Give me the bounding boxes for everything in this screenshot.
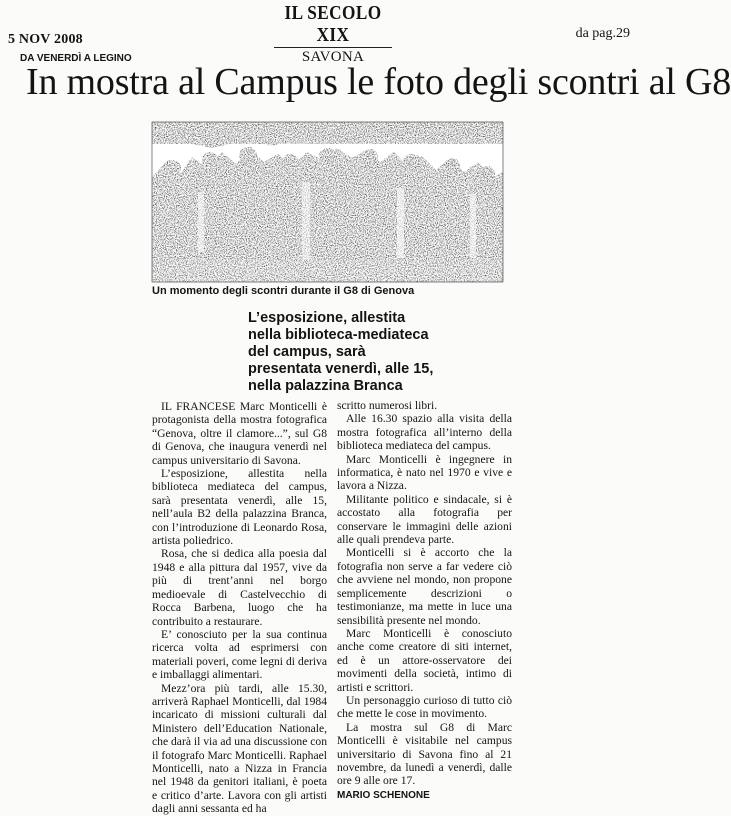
masthead-name: IL SECOLO XIX — [284, 2, 382, 46]
article-paragraph: Rosa, che si dedica alla poesia dal 1948 e alla pittura dal 1957, vive da più di trent’anni nel borgo medioevale di Castelvecchio di Rocca Barbena, luogo che ha contribuito a restaurare. — [152, 547, 327, 628]
subhead-line: presentata venerdì, alle 15, — [248, 361, 434, 377]
photo-caption: Un momento degli scontri durante il G8 di Genova — [152, 285, 415, 297]
subhead-line: del campus, sarà — [248, 344, 366, 360]
news-photo — [152, 122, 503, 282]
article-paragraph: Marc Monticelli è conosciuto anche come creatore di siti internet, ed è un attore-osservatore dei movimenti della società, intimo di artisti e scrittori. — [337, 626, 512, 694]
masthead-divider — [274, 47, 392, 48]
article-paragraph: L’esposizione, allestita nella biblioteca mediateca del campus, sarà presentata venerdì, alle 15, nell’aula B2 della palazzina Branca, con l’introduzione di Leonardo Rosa, artista poliedrico. — [152, 467, 327, 548]
newspaper-masthead — [258, 2, 408, 65]
article-paragraph: Monticelli si è accorto che la fotografia non serve a far vedere ciò che avviene nel mondo, non propone semplicemente descrizioni o testimonianze, ma mette in luce una sensibilità presente nel mondo. — [337, 546, 512, 627]
article-column-right — [337, 399, 512, 802]
article-paragraph: Militante politico e sindacale, si è accostato alla fotografia per conservare le immagini delle azioni alle quali prendeva parte. — [337, 492, 512, 547]
article-column-left — [152, 400, 327, 816]
subhead-line: nella palazzina Branca — [248, 378, 403, 394]
masthead-edition: SAVONA — [301, 49, 365, 65]
article-paragraph: La mostra sul G8 di Marc Monticelli è visitabile nel campus universitario di Savona fino al 21 novembre, da lunedì a venerdì, dalle ore 9 alle ore 17. — [337, 720, 512, 788]
article-subhead — [248, 310, 508, 395]
page-reference: da pag.29 — [575, 26, 630, 41]
article-byline: MARIO SCHENONE — [337, 789, 430, 801]
article-paragraph: Mezz’ora più tardi, alle 15.30, arriverà Raphael Monticelli, dal 1984 incaricato di missioni culturali dal Ministero dell’Education Nationale, che darà il via ad una discussione con il fotografo Marc Monticelli. Raphael Monticelli, nato a Nizza in Francia nel 1948 da genitori italiani, è poeta e critico d’arte. Lavora con gli artisti dagli anni sessanta ed ha — [152, 681, 327, 816]
article-paragraph: Marc Monticelli è ingegnere in informatica, è nato nel 1970 e vive e lavora a Nizza. — [337, 452, 512, 493]
article-headline: In mostra al Campus le foto degli scontri al G8 — [26, 61, 731, 103]
article-kicker: DA VENERDÌ A LEGINO — [20, 53, 132, 64]
article-paragraph: Alle 16.30 spazio alla visita della mostra fotografica all’interno della biblioteca mediateca del campus. — [337, 412, 512, 453]
article-paragraph: IL FRANCESE Marc Monticelli è protagonista della mostra fotografica “Genova, oltre il clamore...”, sul G8 di Genova, che inaugura venerdì nel campus universitario di Savona. — [152, 400, 327, 467]
article-paragraph-continuation: scritto numerosi libri. — [337, 399, 438, 412]
article-paragraph: E’ conosciuto per la sua continua ricerca volta ad esprimersi con materiali poveri, come legni di deriva e imballaggi alimentari. — [152, 627, 327, 682]
article-paragraph: Un personaggio curioso di tutto ciò che mette le cose in movimento. — [337, 693, 512, 721]
subhead-line: L’esposizione, allestita — [248, 310, 406, 326]
clipping-date: 5 NOV 2008 — [8, 32, 83, 47]
subhead-line: nella biblioteca-mediateca — [248, 327, 429, 343]
